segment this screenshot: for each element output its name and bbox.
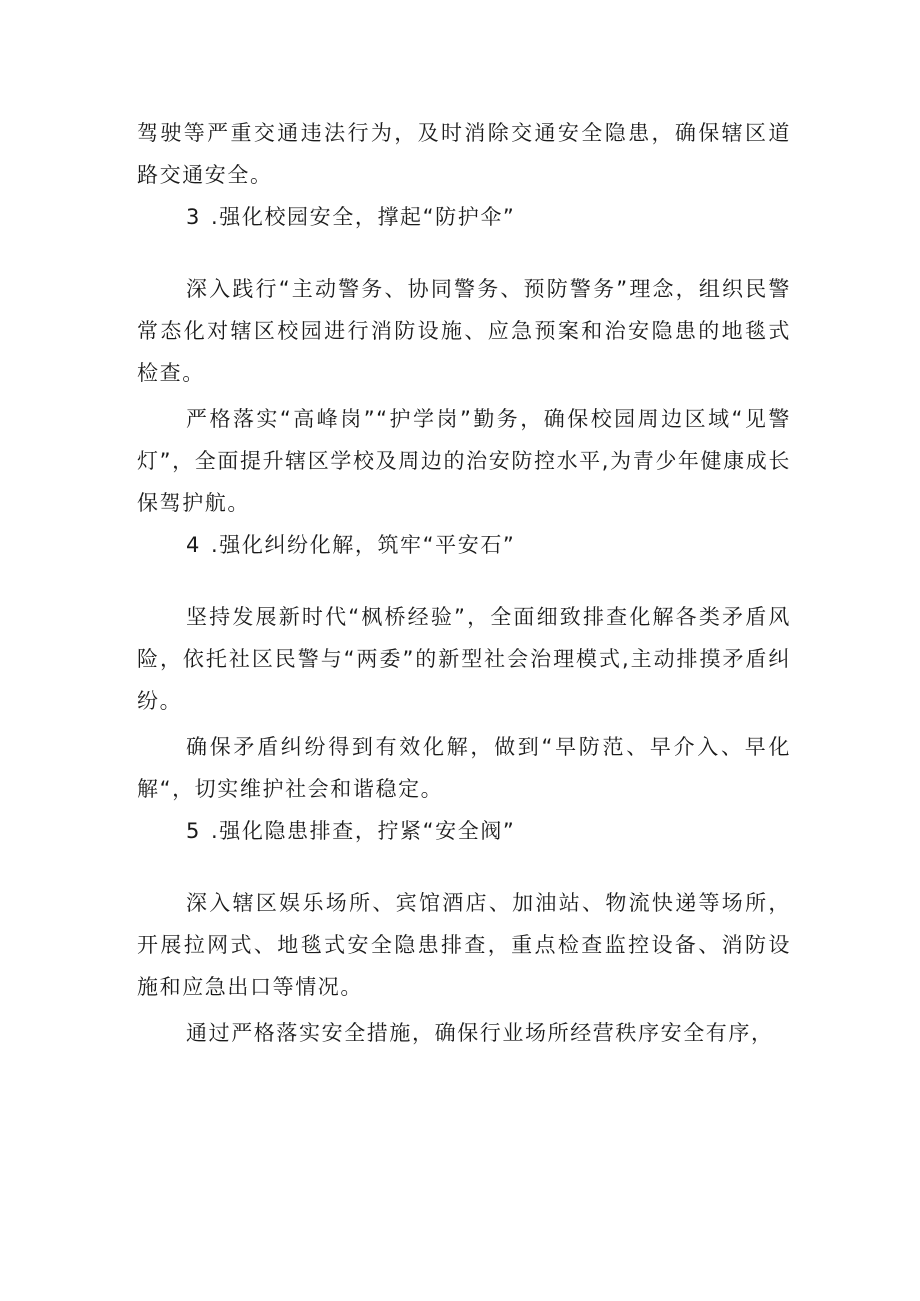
- section-number: 3: [186, 205, 201, 229]
- paragraph: 坚持发展新时代“枫桥经验”，全面细致排查化解各类矛盾风险，依托社区民警与“两委”的新型社会治理模式,主动排摸矛盾纠纷。: [137, 605, 791, 713]
- paragraph: 深入践行“主动警务、协同警务、预防警务”理念，组织民警常态化对辖区校园进行消防设施、应急预案和治安隐患的地毯式检查。: [137, 277, 791, 385]
- section-title: .强化隐患排查，拧紧“安全阀”: [210, 819, 516, 843]
- paragraph: 严格落实“高峰岗”“护学岗”勤务，确保校园周边区域“见警灯”，全面提升辖区学校及周边的治安防控水平,为青少年健康成长保驾护航。: [137, 407, 791, 515]
- section-heading-5: [137, 810, 791, 852]
- section-heading-3: [137, 196, 791, 238]
- paragraph: 深入辖区娱乐场所、宾馆酒店、加油站、物流快递等场所，开展拉网式、地毯式安全隐患排查，重点检查监控设备、消防设施和应急出口等情况。: [137, 891, 791, 999]
- document-body: [137, 112, 791, 1054]
- section-number: 5: [186, 819, 201, 843]
- section-title: .强化纠纷化解，筑牢“平安石”: [210, 533, 516, 557]
- section-title: .强化校园安全，撑起“防护伞”: [210, 205, 516, 229]
- paragraph: 通过严格落实安全措施，确保行业场所经营秩序安全有序，: [186, 1021, 774, 1045]
- section-heading-4: [137, 524, 791, 566]
- paragraph-continued: 驾驶等严重交通违法行为，及时消除交通安全隐患，确保辖区道路交通安全。: [137, 121, 791, 187]
- paragraph: 确保矛盾纠纷得到有效化解，做到“早防范、早介入、早化解“，切实维护社会和谐稳定。: [137, 735, 791, 801]
- section-number: 4: [186, 533, 201, 557]
